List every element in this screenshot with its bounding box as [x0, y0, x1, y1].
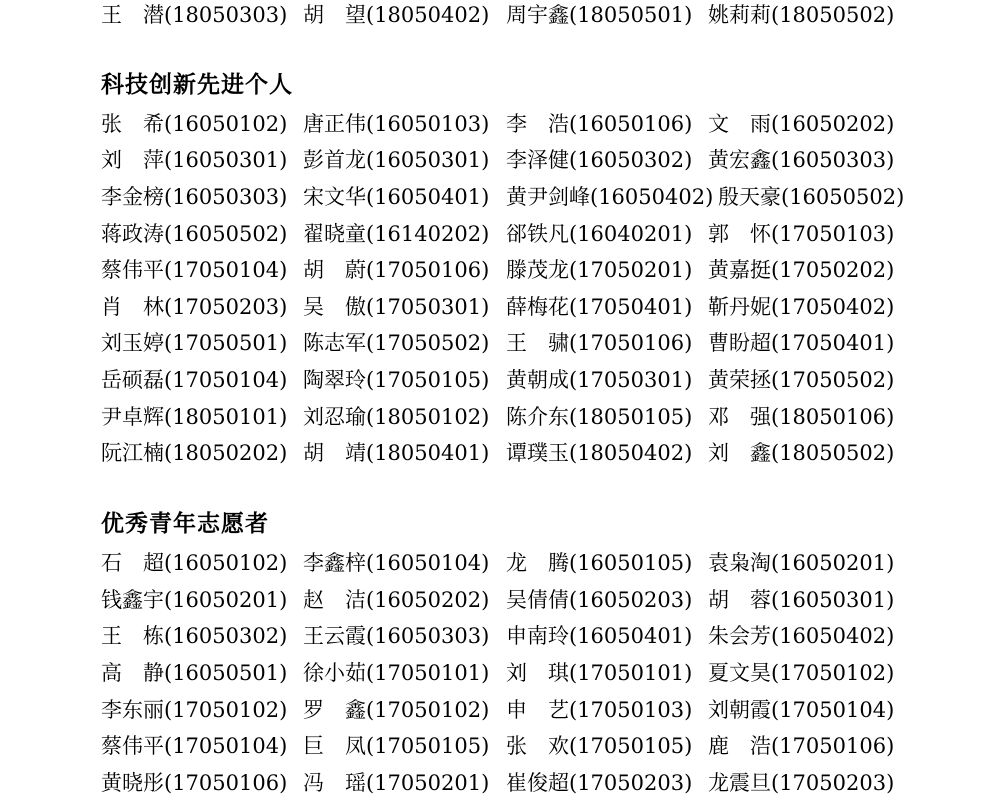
list-item: 袁枭淘(16050201) — [708, 551, 895, 575]
list-item: 李金榜(16050303) — [101, 185, 288, 209]
list-item: 翟晓童(16140202) — [303, 222, 490, 246]
list-item: 蒋政涛(16050502) — [101, 222, 288, 246]
list-item: 王 骕(17050106) — [506, 331, 693, 355]
list-row — [0, 365, 992, 395]
list-row — [0, 328, 992, 358]
list-item: 石 超(16050102) — [101, 551, 288, 575]
list-item: 文 雨(16050202) — [708, 112, 895, 136]
list-item: 黄晓彤(17050106) — [101, 771, 288, 795]
list-row — [0, 731, 992, 761]
list-row — [0, 621, 992, 651]
list-row — [0, 658, 992, 688]
list-item: 龙 腾(16050105) — [506, 551, 693, 575]
list-item: 姚莉莉(18050502) — [708, 3, 895, 27]
list-item: 高 静(16050501) — [101, 661, 288, 685]
list-item: 薛梅花(17050401) — [506, 295, 693, 319]
list-item: 李 浩(16050106) — [506, 112, 693, 136]
list-item: 郤铁凡(16040201) — [506, 222, 693, 246]
list-item: 罗 鑫(17050102) — [303, 698, 490, 722]
list-row — [0, 0, 992, 30]
list-item: 夏文昊(17050102) — [708, 661, 895, 685]
list-item: 蔡伟平(17050104) — [101, 734, 288, 758]
list-item: 张 希(16050102) — [101, 112, 288, 136]
list-row — [0, 438, 992, 468]
list-item: 靳丹妮(17050402) — [708, 295, 895, 319]
list-item: 赵 洁(16050202) — [303, 588, 490, 612]
list-row — [0, 255, 992, 285]
list-item: 胡 靖(18050401) — [303, 441, 490, 465]
list-item: 阮江楠(18050202) — [101, 441, 288, 465]
list-item: 李东丽(17050102) — [101, 698, 288, 722]
list-item: 郭 怀(17050103) — [708, 222, 895, 246]
list-item: 刘 琪(17050101) — [506, 661, 693, 685]
list-row — [0, 292, 992, 322]
list-item: 张 欢(17050105) — [506, 734, 693, 758]
list-item: 吴倩倩(16050203) — [506, 588, 693, 612]
list-item: 滕茂龙(17050201) — [506, 258, 693, 282]
list-item: 鹿 浩(17050106) — [708, 734, 895, 758]
list-item: 黄宏鑫(16050303) — [708, 148, 895, 172]
list-item: 尹卓辉(18050101) — [101, 405, 288, 429]
list-row — [0, 219, 992, 249]
list-item: 李泽健(16050302) — [506, 148, 693, 172]
list-item: 陶翠玲(17050105) — [303, 368, 490, 392]
list-item: 朱会芳(16050402) — [708, 624, 895, 648]
list-item: 唐正伟(16050103) — [303, 112, 490, 136]
list-item: 王 栋(16050302) — [101, 624, 288, 648]
list-item: 龙震旦(17050203) — [708, 771, 895, 795]
list-item: 刘 萍(16050301) — [101, 148, 288, 172]
list-row — [0, 768, 992, 798]
list-item: 李鑫梓(16050104) — [303, 551, 490, 575]
list-item: 黄荣拯(17050502) — [708, 368, 895, 392]
list-item: 胡 蓉(16050301) — [708, 588, 895, 612]
list-item: 肖 林(17050203) — [101, 295, 288, 319]
list-item: 刘玉婷(17050501) — [101, 331, 288, 355]
list-item: 徐小茹(17050101) — [303, 661, 490, 685]
list-item: 申 艺(17050103) — [506, 698, 693, 722]
list-item: 彭首龙(16050301) — [303, 148, 490, 172]
list-item: 胡 望(18050402) — [303, 3, 490, 27]
list-row — [0, 695, 992, 725]
list-item: 曹盼超(17050401) — [708, 331, 895, 355]
list-item: 宋文华(16050401) — [303, 185, 490, 209]
list-item: 胡 蔚(17050106) — [303, 258, 490, 282]
list-item: 周宇鑫(18050501) — [506, 3, 693, 27]
list-item: 黄嘉挺(17050202) — [708, 258, 895, 282]
list-item: 刘忍瑜(18050102) — [303, 405, 490, 429]
list-row — [0, 182, 992, 212]
section-title: 科技创新先进个人 — [101, 71, 293, 98]
list-item: 钱鑫宇(16050201) — [101, 588, 288, 612]
list-item: 王云霞(16050303) — [303, 624, 490, 648]
list-item: 刘 鑫(18050502) — [708, 441, 895, 465]
list-item: 陈介东(18050105) — [506, 405, 693, 429]
list-item: 刘朝霞(17050104) — [708, 698, 895, 722]
section-title: 优秀青年志愿者 — [101, 510, 269, 537]
list-item: 申南玲(16050401) — [506, 624, 693, 648]
list-item: 岳硕磊(17050104) — [101, 368, 288, 392]
list-item: 谭璞玉(18050402) — [506, 441, 693, 465]
list-item: 蔡伟平(17050104) — [101, 258, 288, 282]
list-item: 殷天豪(16050502) — [718, 185, 905, 209]
list-row — [0, 145, 992, 175]
list-item: 崔俊超(17050203) — [506, 771, 693, 795]
list-row — [0, 109, 992, 139]
list-item: 吴 傲(17050301) — [303, 295, 490, 319]
list-item: 邓 强(18050106) — [708, 405, 895, 429]
list-row — [0, 548, 992, 578]
list-item: 黄尹剑峰(16050402) — [506, 185, 714, 209]
list-item: 冯 瑶(17050201) — [303, 771, 490, 795]
list-item: 巨 凤(17050105) — [303, 734, 490, 758]
list-row — [0, 402, 992, 432]
list-item: 王 潜(18050303) — [101, 3, 288, 27]
list-item: 陈志军(17050502) — [303, 331, 490, 355]
list-row — [0, 585, 992, 615]
list-item: 黄朝成(17050301) — [506, 368, 693, 392]
